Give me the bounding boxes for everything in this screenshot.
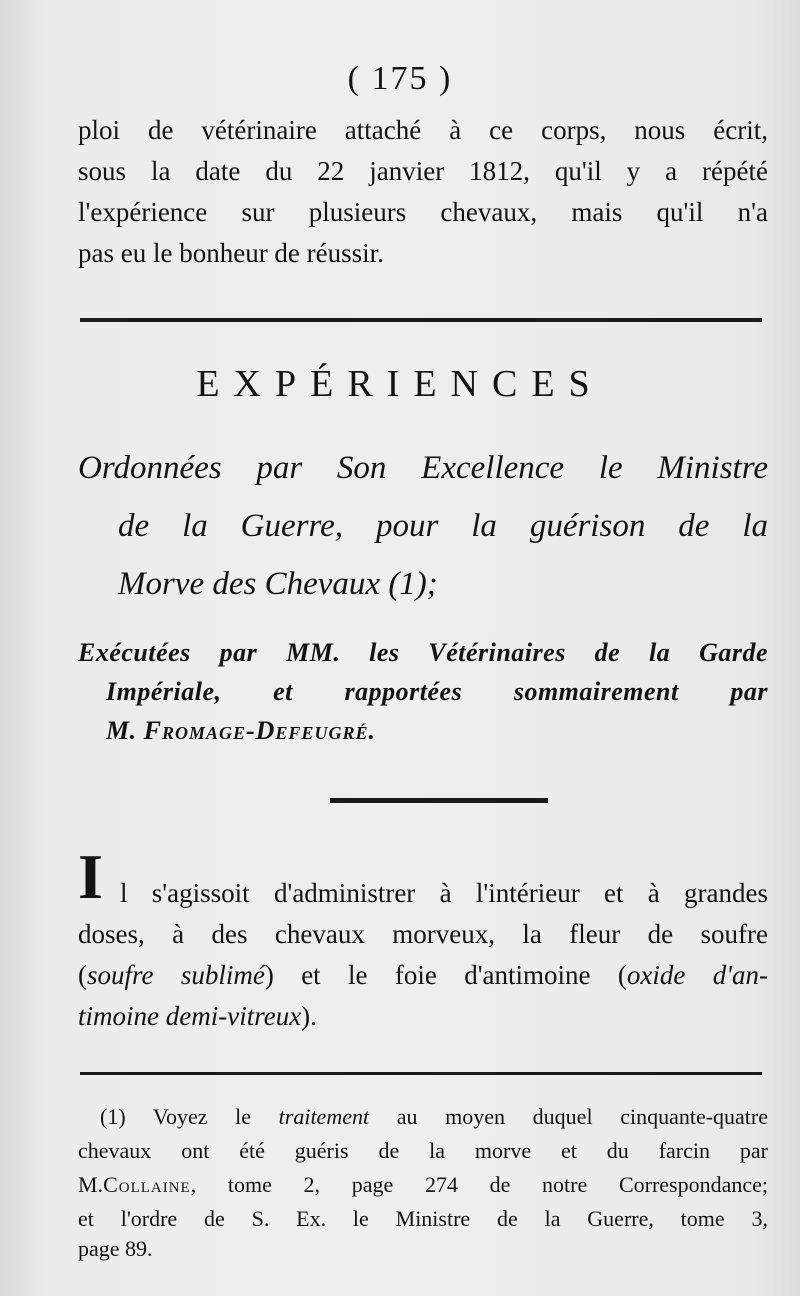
- footnote-line-3: [78, 1172, 768, 1198]
- section-rule-short: [330, 798, 548, 803]
- footnote-line-1: [100, 1104, 768, 1130]
- paragraph-line-3: [78, 960, 768, 991]
- intro-line-4: pas eu le bonheur de réussir.: [78, 238, 384, 268]
- subtitle-line-3: Morve des Chevaux (1);: [118, 566, 438, 602]
- footnote-line-3-rest: , tome 2, page 274 de notre Correspondance;: [190, 1172, 768, 1197]
- footnote-line-4: et l'ordre de S. Ex. le Ministre de la Guerre, tome 3,: [78, 1206, 768, 1231]
- footnote-line-1-pre: (1) Voyez le: [100, 1104, 251, 1129]
- page-number: ( 175 ): [347, 60, 453, 97]
- footnote-line-5: page 89.: [78, 1236, 153, 1261]
- executed-prefix: M.: [106, 716, 137, 745]
- executed-line-3: [106, 716, 376, 746]
- paragraph-line-2: doses, à des chevaux morveux, la fleur de soufre: [78, 919, 768, 949]
- paragraph-line-4-rest: ).: [301, 1001, 317, 1031]
- intro-line-3: l'expérience sur plusieurs chevaux, mais qu'il n'a: [78, 197, 768, 227]
- footnote-rule: [80, 1072, 762, 1075]
- paragraph-line-4: [78, 1001, 317, 1032]
- footnote-italic: traitement: [278, 1104, 370, 1129]
- footnote-name: Collaine: [103, 1172, 191, 1197]
- paragraph-line-3-rest: ) et le foie d'antimoine (: [264, 960, 627, 990]
- subtitle-line-1: Ordonnées par Son Excellence le Ministre: [78, 450, 768, 486]
- executed-line-1: Exécutées par MM. les Vétérinaires de la Garde: [78, 638, 768, 667]
- footnote-line-2: chevaux ont été guéris de la morve et du farcin par: [78, 1138, 768, 1163]
- italic-term-1: soufre sublimé: [87, 960, 265, 990]
- footnote-line-1-post: au moyen duquel cinquante-quatre: [396, 1104, 769, 1129]
- footnote-line-3-prefix: M.: [78, 1172, 104, 1197]
- intro-line-2: sous la date du 22 janvier 1812, qu'il y a répété: [78, 156, 768, 186]
- section-rule-top: [80, 318, 762, 322]
- italic-term-3: timoine demi-vitreux: [78, 1001, 302, 1031]
- author-name: Fromage-Defeugré.: [143, 716, 376, 745]
- drop-cap: I: [78, 841, 103, 912]
- executed-line-2: Impériale, et rapportées sommairement par: [106, 677, 768, 706]
- italic-term-2: oxide d'an-: [626, 960, 768, 990]
- paragraph-line-1: l s'agissoit d'administrer à l'intérieur et à grandes: [120, 878, 768, 908]
- section-heading: EXPÉRIENCES: [196, 363, 604, 405]
- subtitle-line-2: de la Guerre, pour la guérison de la: [118, 508, 768, 544]
- intro-line-1: ploi de vétérinaire attaché à ce corps, nous écrit,: [78, 115, 768, 145]
- paren-open: (: [78, 960, 87, 990]
